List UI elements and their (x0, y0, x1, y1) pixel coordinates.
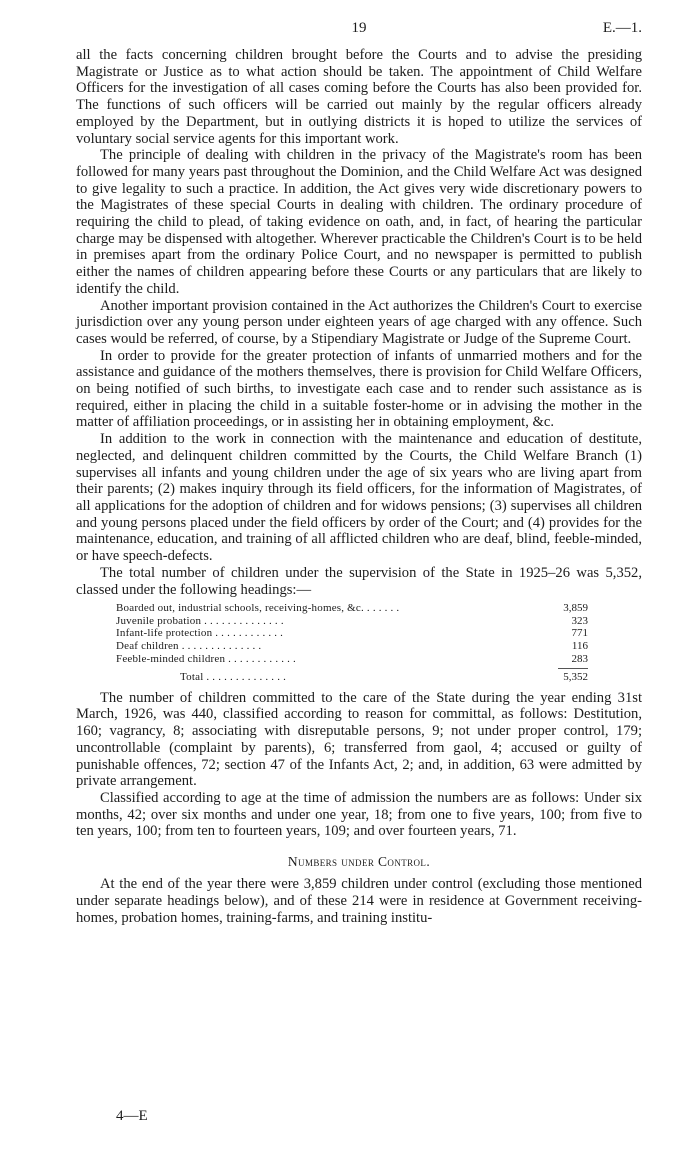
children-count-table (116, 602, 588, 684)
row-value: 3,859 (563, 602, 588, 615)
paragraph-3: Another important provision contained in the Act authorizes the Children's Court to exercise jurisdiction over any young person under eighteen years of age charged with any offence. Such cases would be referred, of course, by a Stipendiary Magistrate or Judge of the Supreme Court. (76, 297, 642, 347)
row-value: 283 (571, 652, 588, 665)
paragraph-9: At the end of the year there were 3,859 children under control (excluding those mentioned under separate headings below), and of these 214 were in residence at Government receiving-homes, probation homes, training-farms, and training institu- (76, 876, 642, 926)
row-label: Feeble-minded children . . . . . . . . . . . . (116, 652, 296, 665)
row-label: Infant-life protection . . . . . . . . . . . . (116, 627, 284, 640)
section-heading: Numbers under Control. (287, 854, 431, 870)
row-label: Juvenile probation . . . . . . . . . . . . . . (116, 614, 284, 627)
paragraph-7: The number of children committed to the care of the State during the year ending 31st March, 1926, was 440, classified according to reason for committal, as follows: Destitution, 160; vagrancy, 8; associating with disreputable persons, 9; not under proper control, 179; uncontrollable (complaint by parents), 6; transferred from gaol, 4; accused or guilty of punishable offences, 72; section 47 of the Infants Act, 2; and, in addition, 63 were admitted by private arrangement. (76, 689, 642, 790)
row-value: 323 (571, 614, 588, 627)
total-rule (558, 668, 588, 669)
page-header (76, 20, 642, 40)
total-value: 5,352 (563, 671, 588, 684)
paragraph-6: The total number of children under the supervision of the State in 1925–26 was 5,352, classed under the following headings:— (76, 564, 642, 598)
body-text (76, 47, 642, 926)
table-row (116, 602, 588, 615)
page-footer: 4—E (116, 1108, 148, 1124)
table-row (116, 640, 588, 653)
table-row (116, 653, 588, 666)
paragraph-5: In addition to the work in connection with the maintenance and education of destitute, neglected, and delinquent children committed by the Courts, the Child Welfare Branch (1) supervises all infants and young children under the age of six years who are living apart from their parents; (2) makes inquiry through its field officers, for the information of Magistrates, of all applications for the adoption of children and for widows pensions; (3) supervises all children and young persons placed under the field officers by order of the Court; and (4) provides for the maintenance, education, and training of all afflicted children who are deaf, blind, feeble-minded, or have speech-defects. (76, 431, 642, 565)
page-reference: E.—1. (602, 20, 642, 36)
table-row (116, 627, 588, 640)
row-label: Boarded out, industrial schools, receiving-homes, &c. . . . . . . (116, 602, 400, 615)
paragraph-1: all the facts concerning children brought before the Courts and to advise the presiding Magistrate or Justice as to what action should be taken. The appointment of Child Welfare Officers for the investigation of all cases coming before the Courts has also been provided for. The functions of such officers will be carried out mainly by the regular officers already employed by the Department, but in outlying districts it is hoped to utilize the services of voluntary social service agents for this important work. (76, 47, 642, 147)
page-number: 19 (351, 20, 367, 36)
row-label: Deaf children . . . . . . . . . . . . . . (116, 639, 262, 652)
paragraph-2: The principle of dealing with children in the privacy of the Magistrate's room has been followed for many years past throughout the Dominion, and the Child Welfare Act was designed to give legality to such a practice. In addition, the Act gives very wide discretionary powers to the Magistrates of these special Courts in dealing with children. The ordinary procedure of requiring the child to plead, of taking evidence on oath, and, in fact, of hearing the particular charge may be dispensed with altogether. Wherever practicable the Children's Court is to be held in premises apart from the ordinary Police Court, and no newspaper is permitted to publish either the names of children appearing before these Courts or any particulars that are likely to identify the child. (76, 147, 642, 297)
total-label: Total . . . . . . . . . . . . . . (180, 671, 287, 684)
paragraph-4: In order to provide for the greater protection of infants of unmarried mothers and for the assistance and guidance of the mothers themselves, there is provision for Child Welfare Officers, on being notified of such births, to investigate each case and to render such assistance as is required, either in placing the child in a suitable foster-home or in advising the mother in the matter of affiliation proceedings, or in assisting her in obtaining employment, &c. (76, 347, 642, 431)
row-value: 116 (571, 639, 588, 652)
paragraph-8: Classified according to age at the time of admission the numbers are as follows: Under six months, 42; over six months and under one year, 18; from one to five years, 100; from five to ten years, 100; from ten to fourteen years, 109; and over fourteen years, 71. (76, 789, 642, 840)
row-value: 771 (571, 627, 588, 640)
table-total-row (116, 671, 588, 684)
table-row (116, 615, 588, 628)
